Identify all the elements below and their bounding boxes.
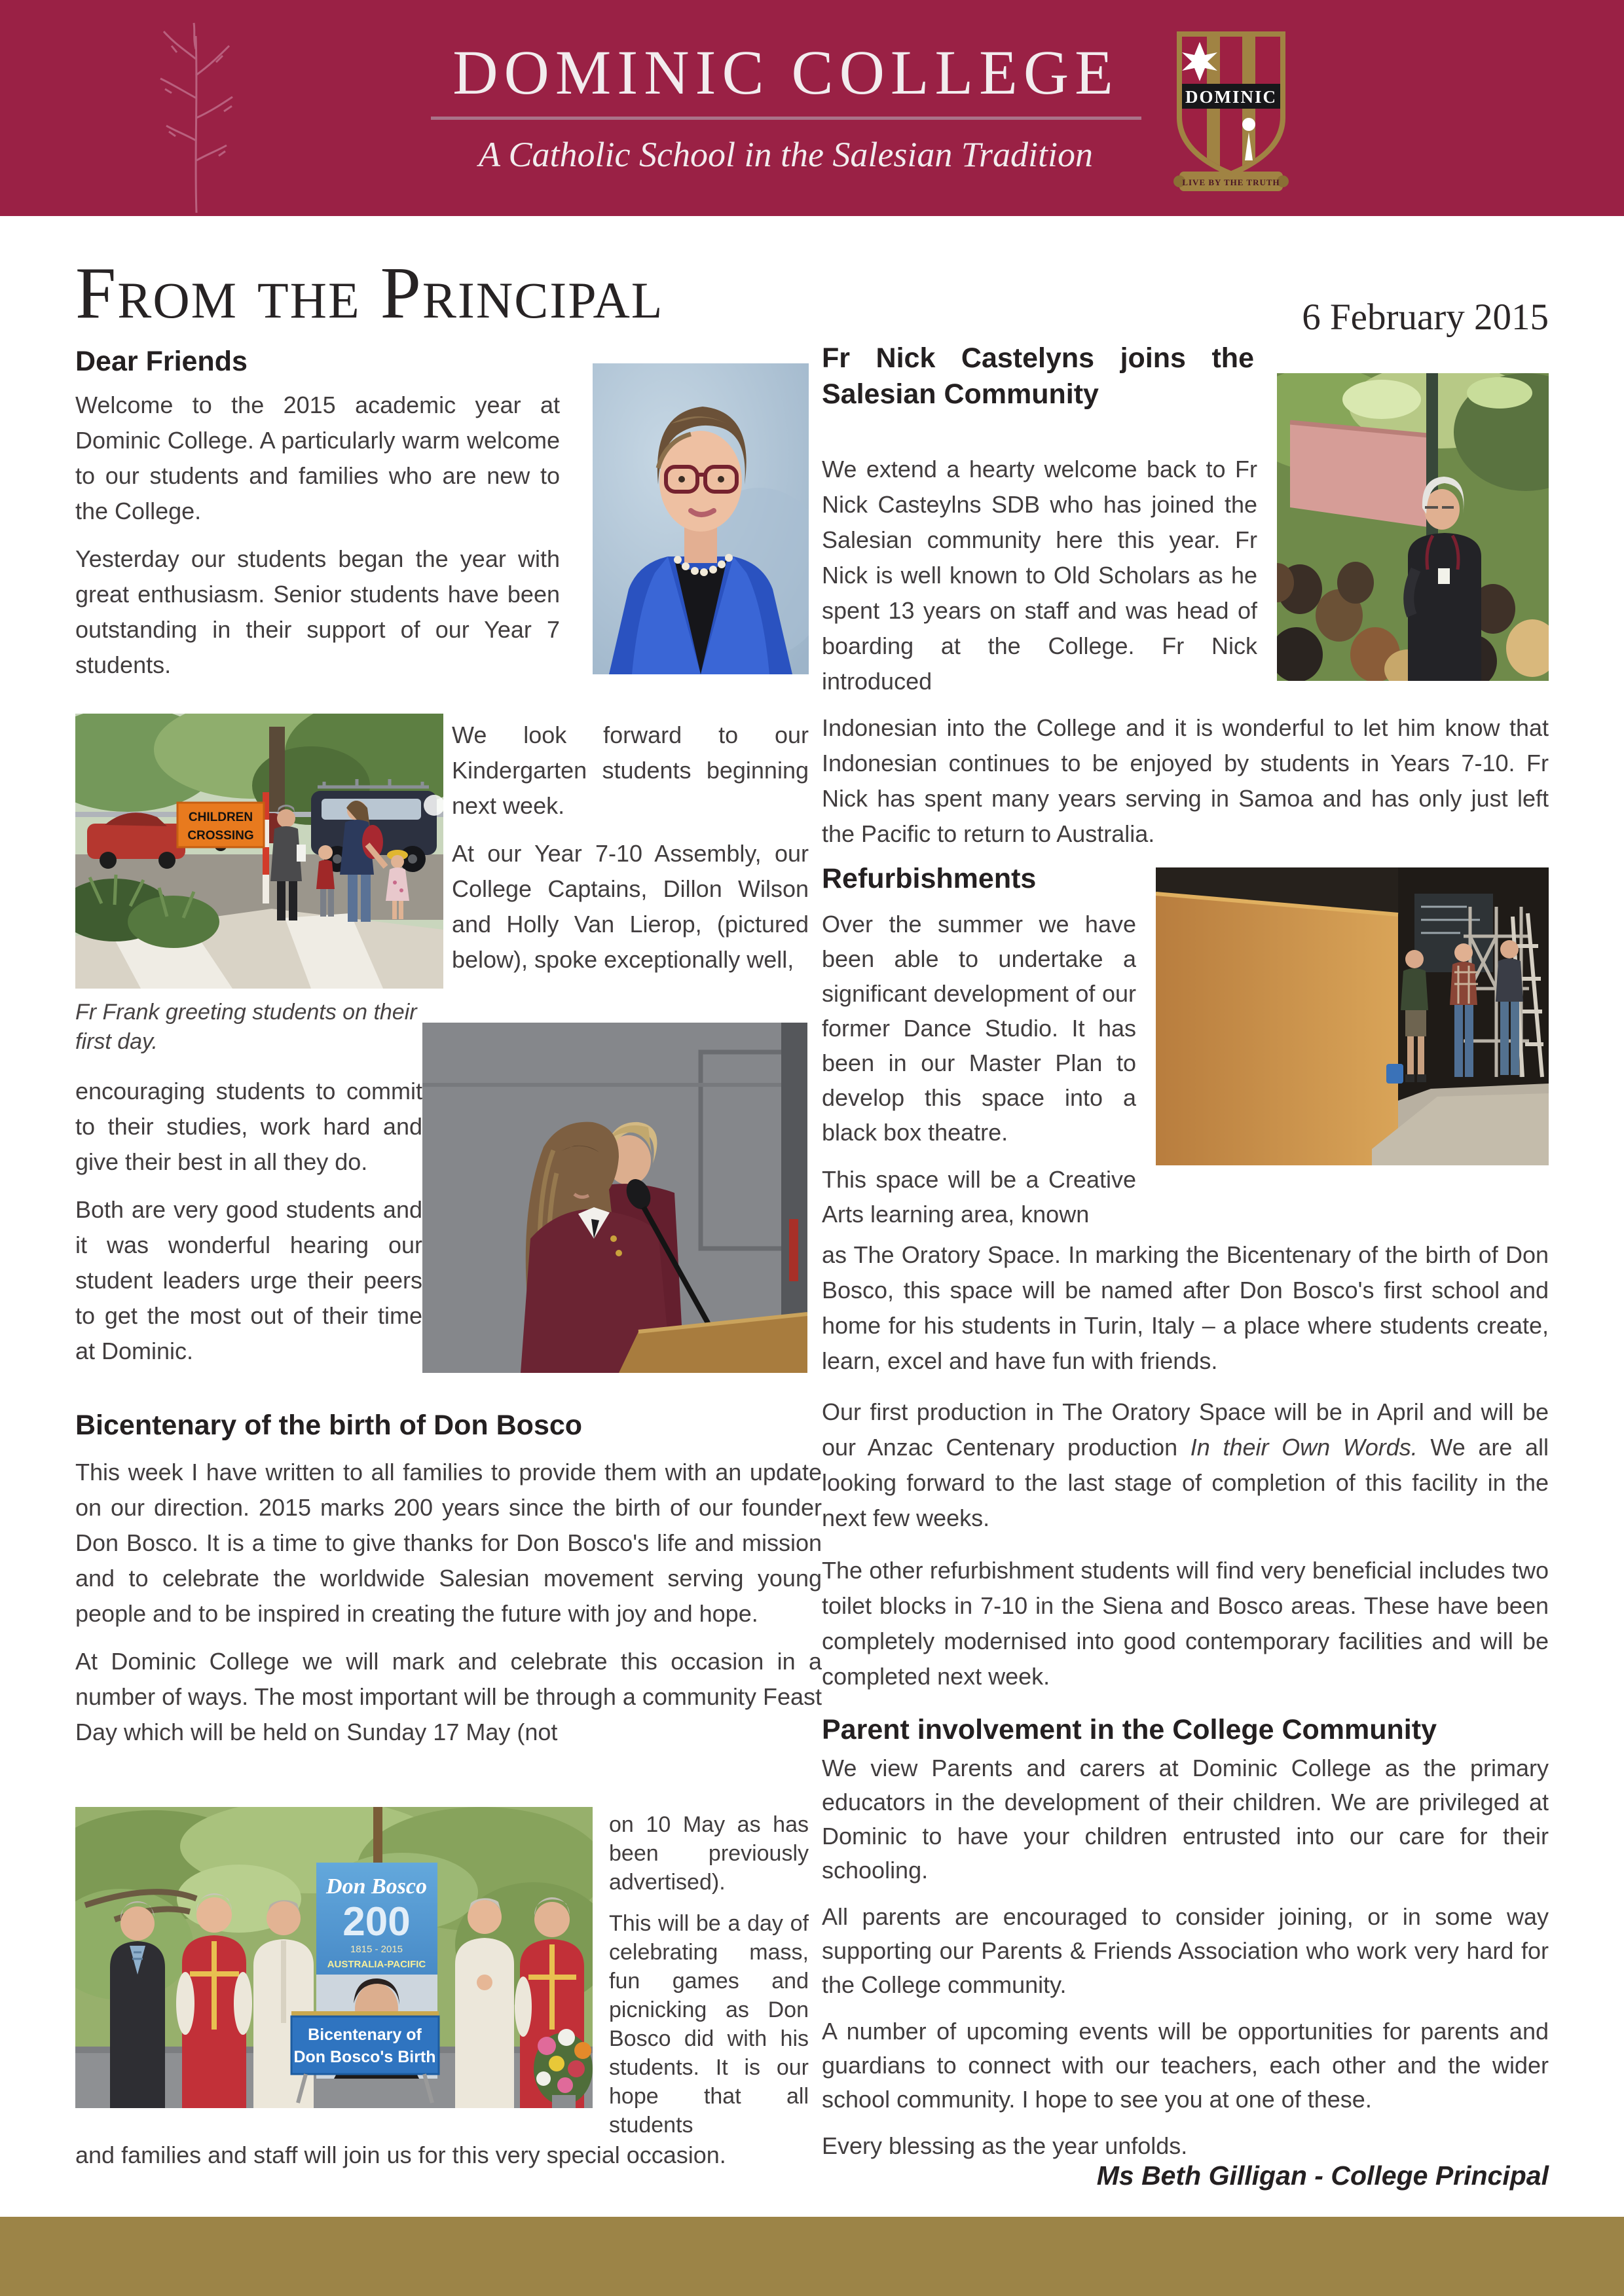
refurbishments-heading: Refurbishments xyxy=(822,863,1037,894)
refurbishment-photo xyxy=(1156,867,1549,1165)
sign-line2: CROSSING xyxy=(187,829,254,843)
college-captains-photo xyxy=(422,1023,807,1373)
oratory-production-paragraph xyxy=(822,1394,1549,1536)
encouraging-paragraph: encouraging students to commit to their studies, work hard and give their best in all they do. xyxy=(75,1078,422,1175)
dear-friends-heading: Dear Friends xyxy=(75,346,248,377)
toilet-blocks-paragraph: The other refurbishment students will find very beneficial includes two toilet blocks in 7-10 in the Siena and Bosco areas. These have been completely modernised into good contemporary facilities and will be completed next week. xyxy=(822,1557,1549,1690)
feast-day-wrap-block xyxy=(609,1810,809,2140)
header-banner xyxy=(0,0,1624,216)
oratory-post-text: We are all looking forward to the last stage of completion of this facility in the next few weeks. xyxy=(822,1434,1549,1531)
college-tagline: A Catholic School in the Salesian Tradition xyxy=(478,134,1093,174)
college-title: DOMINIC COLLEGE xyxy=(452,37,1119,107)
bicentenary-heading: Bicentenary of the birth of Don Bosco xyxy=(75,1410,583,1441)
banner-logo-text: 200 xyxy=(342,1899,411,1944)
fr-nick-wrap-paragraph: We extend a hearty welcome back to Fr Nick Casteylns SDB who has joined the Salesian community here this year. Fr Nick is well known to Old Scholars as he spent 13 years on staff and was head of boarding at the College. Fr Nick introduced xyxy=(822,456,1257,695)
oratory-space-paragraph: as The Oratory Space. In marking the Bicentenary of the birth of Don Bosco, this space will be named after Don Bosco's first school and home for his students in Turin, Italy – a place where students create, learn, excel and have fun with friends. xyxy=(822,1241,1549,1374)
footer-gold-bar xyxy=(0,2217,1624,2296)
welcome-block xyxy=(75,388,560,683)
issue-date: 6 February 2015 xyxy=(1302,297,1549,338)
both-students-paragraph: Both are very good students and it was wonderful hearing our student leaders urge their peers to get the most out of their time at Dominic. xyxy=(75,1196,422,1364)
don-bosco-mass-photo xyxy=(75,1807,593,2108)
production-title: In their Own Words. xyxy=(1190,1434,1418,1461)
bosco-sign-line1: Bicentenary of xyxy=(308,2026,422,2044)
tree-graphic-icon xyxy=(98,13,295,213)
brand-block xyxy=(426,38,1146,175)
parents-heading: Parent involvement in the College Community xyxy=(822,1714,1437,1745)
college-crest-icon xyxy=(1169,26,1293,200)
crest-name-text: DOMINIC xyxy=(1185,87,1277,107)
kindergarten-paragraph: We look forward to our Kindergarten students beginning next week. xyxy=(452,721,809,819)
bosco-sign-line2: Don Bosco's Birth xyxy=(293,2048,436,2066)
refurb-wrap-paragraph1: Over the summer we have been able to undertake a significant development of our former Dance Studio. It has been in our Master Plan to develop this space into a black box theatre. xyxy=(822,911,1136,1146)
crest-motto-text: LIVE BY THE TRUTH xyxy=(1182,177,1280,187)
fr-nick-full-paragraph: Indonesian into the College and it is wonderful to let him know that Indonesian continues to be enjoyed by students in Years 7-10. Fr Nick has spent many years serving in Samoa and has only just left the Pacific to return to Australia. xyxy=(822,714,1549,847)
banner-years-text: 1815 - 2015 xyxy=(350,1944,403,1955)
sign-line1: CHILDREN xyxy=(188,811,253,824)
workers-figures xyxy=(1401,940,1523,1082)
page-title: From the Principal xyxy=(75,253,664,334)
photo-caption: Fr Frank greeting students on their first day. xyxy=(75,1000,417,1054)
parents-paragraph1: We view Parents and carers at Dominic College as the primary educators in the development of their children. We are privileged at Dominic to have your children entrusted into our care for their schooling. xyxy=(822,1755,1549,1884)
fr-frank-street-photo xyxy=(75,714,443,989)
banner-region-text: AUSTRALIA-PACIFIC xyxy=(327,1959,426,1970)
principal-signature: Ms Beth Gilligan - College Principal xyxy=(1096,2160,1549,2191)
bicentenary-paragraph1: This week I have written to all families to provide them with an update on our direction. 2015 marks 200 years since the birth of our founder Don Bosco. It is a time to give thanks for Don Bosco's life and mission and to celebrate the worldwide Salesian movement serving young people and to be inspired in creating the future with joy and hope. xyxy=(75,1459,822,1627)
oratory-pre-text: Our first production in The Oratory Space will be in April and will be our Anzac Centenary production xyxy=(822,1398,1549,1461)
yesterday-paragraph: Yesterday our students began the year with great enthusiasm. Senior students have been outstanding in their support of our Year 7 students. xyxy=(75,545,560,678)
kinder-assembly-block xyxy=(452,718,809,977)
assembly-paragraph: At our Year 7-10 Assembly, our College Captains, Dillon Wilson and Holly Van Lierop, (pictured below), spoke exceptionally well, xyxy=(452,840,809,973)
refurb-wrap-paragraph2: This space will be a Creative Arts learning area, known xyxy=(822,1166,1136,1228)
blessing-paragraph: Every blessing as the year unfolds. xyxy=(822,2132,1188,2159)
parents-paragraph2: All parents are encouraged to consider joining, or in some way supporting our Parents & Friends Association who work very hard for the College community. xyxy=(822,1903,1549,1998)
principal-portrait-photo xyxy=(593,363,809,674)
refurb-wrap-block xyxy=(822,907,1136,1231)
header-divider xyxy=(431,117,1141,120)
parents-block xyxy=(822,1751,1549,2163)
feast-wrap-paragraph1: on 10 May as has been previously advertised). xyxy=(609,1812,809,1895)
fr-nick-heading: Fr Nick Castelyns joins the Salesian Community xyxy=(822,342,1254,410)
bicentenary-paragraph2: At Dominic College we will mark and celebrate this occasion in a number of ways. The most important will be through a community Feast Day which will be held on Sunday 17 May (not xyxy=(75,1648,822,1745)
captains-block xyxy=(75,1074,422,1369)
parents-paragraph3: A number of upcoming events will be opportunities for parents and guardians to connect with our teachers, each other and the wider school community. I hope to see you at one of these. xyxy=(822,2018,1549,2113)
bicentenary-block xyxy=(75,1455,822,1750)
banner-title-text: Don Bosco xyxy=(326,1874,427,1899)
feast-closing-line: and families and staff will join us for this very special occasion. xyxy=(75,2141,726,2168)
welcome-paragraph: Welcome to the 2015 academic year at Dominic College. A particularly warm welcome to our students and families who are new to the College. xyxy=(75,392,560,524)
fr-nick-photo xyxy=(1277,373,1549,681)
feast-wrap-paragraph2: This will be a day of celebrating mass, fun games and picnicking as Don Bosco did with his students. It is our hope that all students xyxy=(609,1911,809,2138)
